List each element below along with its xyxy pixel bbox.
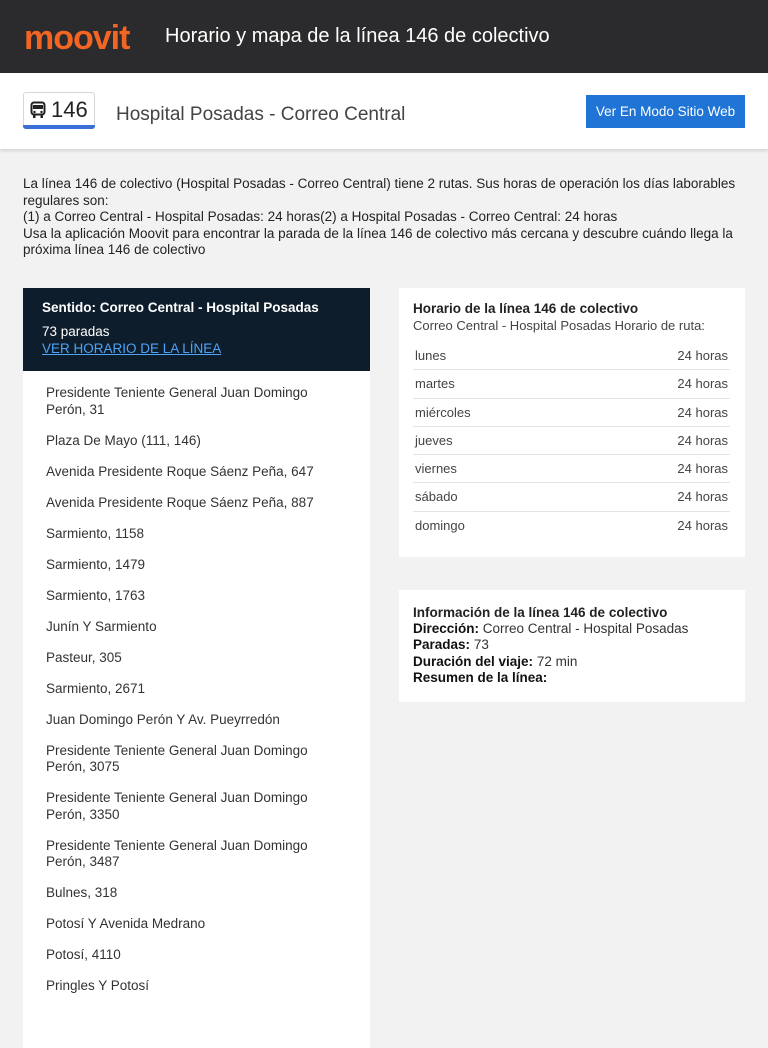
line-description	[23, 176, 745, 259]
line-info-panel	[399, 590, 745, 702]
schedule-row	[413, 455, 730, 483]
stop-item[interactable]: Avenida Presidente Roque Sáenz Peña, 647	[46, 463, 314, 479]
info-direction	[413, 621, 731, 637]
stop-item[interactable]: Sarmiento, 2671	[46, 680, 146, 696]
info-summary	[413, 670, 731, 686]
stop-item[interactable]: Sarmiento, 1158	[46, 525, 145, 541]
info-direction-label: Dirección:	[413, 621, 480, 636]
stop-item[interactable]: Junín Y Sarmiento	[46, 618, 157, 634]
route-title: Hospital Posadas - Correo Central	[116, 104, 406, 125]
stop-item[interactable]: Bulnes, 318	[46, 885, 118, 900]
schedule-hours: 24 horas	[677, 348, 728, 363]
schedule-day: martes	[415, 376, 455, 392]
stop-item[interactable]: Sarmiento, 1763	[46, 587, 146, 603]
stops-count: 73 paradas	[42, 324, 110, 339]
moovit-logo[interactable]: moovit	[24, 19, 130, 57]
stop-item[interactable]: Potosí Y Avenida Medrano	[46, 916, 206, 931]
intro-paragraph-2: (1) a Correo Central - Hospital Posadas: 24 horas(2) a Hospital Posadas - Correo Central: 24 horas	[23, 209, 618, 224]
schedule-row	[413, 399, 730, 427]
page-title: Horario y mapa de la línea 146 de colectivo	[165, 25, 550, 47]
schedule-day: miércoles	[415, 404, 471, 420]
view-site-mode-button[interactable]: Ver En Modo Sitio Web	[586, 95, 745, 128]
info-title: Información de la línea 146 de colectivo	[413, 605, 668, 620]
schedule-day: viernes	[415, 461, 457, 477]
schedule-table	[413, 342, 730, 540]
stop-item[interactable]: Plaza De Mayo (111, 146)	[46, 432, 201, 448]
stop-item[interactable]: Juan Domingo Perón Y Av. Pueyrredón	[46, 711, 280, 727]
schedule-hours: 24 horas	[677, 517, 728, 533]
direction-title: Sentido: Correo Central - Hospital Posadas	[42, 300, 319, 315]
info-stops-label: Paradas:	[413, 637, 471, 653]
info-direction-value: Correo Central - Hospital Posadas	[482, 621, 689, 636]
info-summary-label: Resumen de la línea:	[413, 669, 548, 685]
schedule-day: domingo	[415, 517, 465, 533]
stop-item[interactable]: Presidente Teniente General Juan Domingo Perón, 3350	[46, 790, 308, 822]
schedule-day: sábado	[415, 489, 458, 505]
stop-item[interactable]: Pasteur, 305	[46, 649, 122, 665]
view-schedule-link[interactable]: VER HORARIO DE LA LÍNEA	[42, 341, 222, 356]
line-badge-accent	[23, 125, 95, 129]
info-duration-label: Duración del viaje:	[413, 653, 534, 669]
schedule-title: Horario de la línea 146 de colectivo	[413, 301, 639, 316]
schedule-row	[413, 427, 730, 455]
schedule-row	[413, 483, 730, 511]
schedule-row	[413, 342, 730, 370]
schedule-row	[413, 512, 730, 540]
intro-paragraph-3: Usa la aplicación Moovit para encontrar la parada de la línea 146 de colectivo más cercana y descubre cuándo llega la próxima línea 146 de colectivo	[23, 225, 733, 257]
info-duration-value: 72 min	[536, 653, 578, 669]
info-stops	[413, 637, 731, 653]
schedule-hours: 24 horas	[677, 461, 728, 477]
stop-item[interactable]: Sarmiento, 1479	[46, 556, 146, 572]
schedule-panel	[399, 288, 745, 557]
schedule-hours: 24 horas	[677, 489, 728, 505]
line-header	[0, 73, 768, 149]
info-duration	[413, 654, 731, 670]
stop-item[interactable]: Presidente Teniente General Juan Domingo Perón, 31	[46, 385, 308, 417]
line-number: 146	[51, 97, 88, 122]
stops-panel	[23, 288, 370, 1048]
info-stops-value: 73	[473, 637, 489, 653]
bus-icon	[30, 101, 46, 119]
stop-item[interactable]: Presidente Teniente General Juan Domingo Perón, 3487	[46, 837, 308, 869]
stop-item[interactable]: Pringles Y Potosí	[46, 978, 150, 993]
schedule-day: lunes	[415, 348, 447, 363]
stop-item[interactable]: Potosí, 4110	[46, 947, 121, 962]
stop-item[interactable]: Presidente Teniente General Juan Domingo Perón, 3075	[46, 742, 308, 774]
schedule-row	[413, 370, 730, 398]
schedule-hours: 24 horas	[677, 376, 728, 392]
intro-paragraph-1: La línea 146 de colectivo (Hospital Posadas - Correo Central) tiene 2 rutas. Sus horas de operación los días laborables regulares son:	[23, 176, 736, 208]
top-bar	[0, 0, 768, 73]
schedule-day: jueves	[415, 432, 453, 448]
stop-item[interactable]: Avenida Presidente Roque Sáenz Peña, 887	[46, 494, 314, 510]
schedule-hours: 24 horas	[677, 432, 728, 448]
stop-list	[23, 385, 370, 995]
schedule-hours: 24 horas	[677, 404, 728, 420]
direction-box	[23, 288, 370, 371]
schedule-subtitle: Correo Central - Hospital Posadas Horario de ruta:	[413, 318, 705, 333]
line-badge	[23, 92, 95, 129]
